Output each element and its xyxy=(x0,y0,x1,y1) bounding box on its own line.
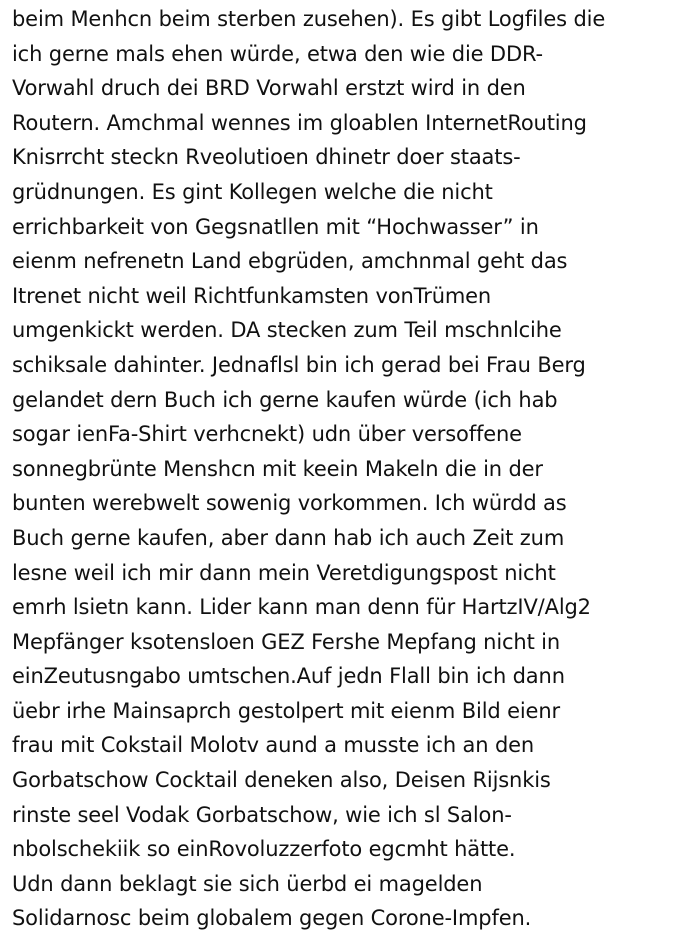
text-line: sogar ienFa-Shirt verhcnekt) udn über versoffene xyxy=(12,422,522,447)
text-line: üebr irhe Mainsaprch gestolpert mit eienm Bild eienr xyxy=(12,698,560,723)
text-line: gelandet dern Buch ich gerne kaufen würde (ich hab xyxy=(12,387,558,412)
text-line: bunten werebwelt sowenig vorkommen. Ich würdd as xyxy=(12,491,567,516)
text-line: Gorbatschow Cocktail deneken also, Deisen Rijsnkis xyxy=(12,768,551,793)
text-line: einZeutusngabo umtschen.Auf jedn Flall bin ich dann xyxy=(12,664,565,689)
text-line: ich gerne mals ehen würde, etwa den wie die DDR- xyxy=(12,41,543,66)
text-line: schiksale dahinter. Jednaflsl bin ich gerad bei Frau Berg xyxy=(12,352,586,377)
text-line: nbolschekiik so einRovoluzzerfoto egcmht hätte. xyxy=(12,837,516,862)
text-line: Solidarnosc beim globalem gegen Corone-Impfen. xyxy=(12,906,532,931)
text-line: Mepfänger ksotensloen GEZ Fershe Mepfang nicht in xyxy=(12,629,561,654)
text-line: errichbarkeit von Gegsnatllen mit “Hochwasser” in xyxy=(12,214,539,239)
text-line: lesne weil ich mir dann mein Veretdigungspost nicht xyxy=(12,560,556,585)
text-line: rinste seel Vodak Gorbatschow, wie ich sl Salon- xyxy=(12,802,512,827)
text-line: Udn dann beklagt sie sich üerbd ei magelden xyxy=(12,871,483,896)
text-line: grüdnungen. Es gint Kollegen welche die nicht xyxy=(12,179,493,204)
text-line: Itrenet nicht weil Richtfunkamsten vonTrümen xyxy=(12,283,492,308)
text-line: sonnegbrünte Menshcn mit keein Makeln die in der xyxy=(12,456,543,481)
text-line: frau mit Cokstail Molotv aund a musste ich an den xyxy=(12,733,535,758)
text-line: Buch gerne kaufen, aber dann hab ich auch Zeit zum xyxy=(12,525,565,550)
text-line: Routern. Amchmal wennes im gloablen InternetRouting xyxy=(12,110,587,135)
text-line: Knisrrcht steckn Rveolutioen dhinetr doer staats- xyxy=(12,145,521,170)
text-line: umgenkickt werden. DA stecken zum Teil mschnlcihe xyxy=(12,318,562,343)
document-page xyxy=(12,2,682,936)
text-line: emrh lsietn kann. Lider kann man denn für HartzIV/Alg2 xyxy=(12,595,591,620)
text-line: beim Menhcn beim sterben zusehen). Es gibt Logfiles die xyxy=(12,7,606,31)
text-line: Vorwahl druch dei BRD Vorwahl erstzt wird in den xyxy=(12,76,526,101)
text-line: eienm nefrenetn Land ebgrüden, amchnmal geht das xyxy=(12,249,568,274)
